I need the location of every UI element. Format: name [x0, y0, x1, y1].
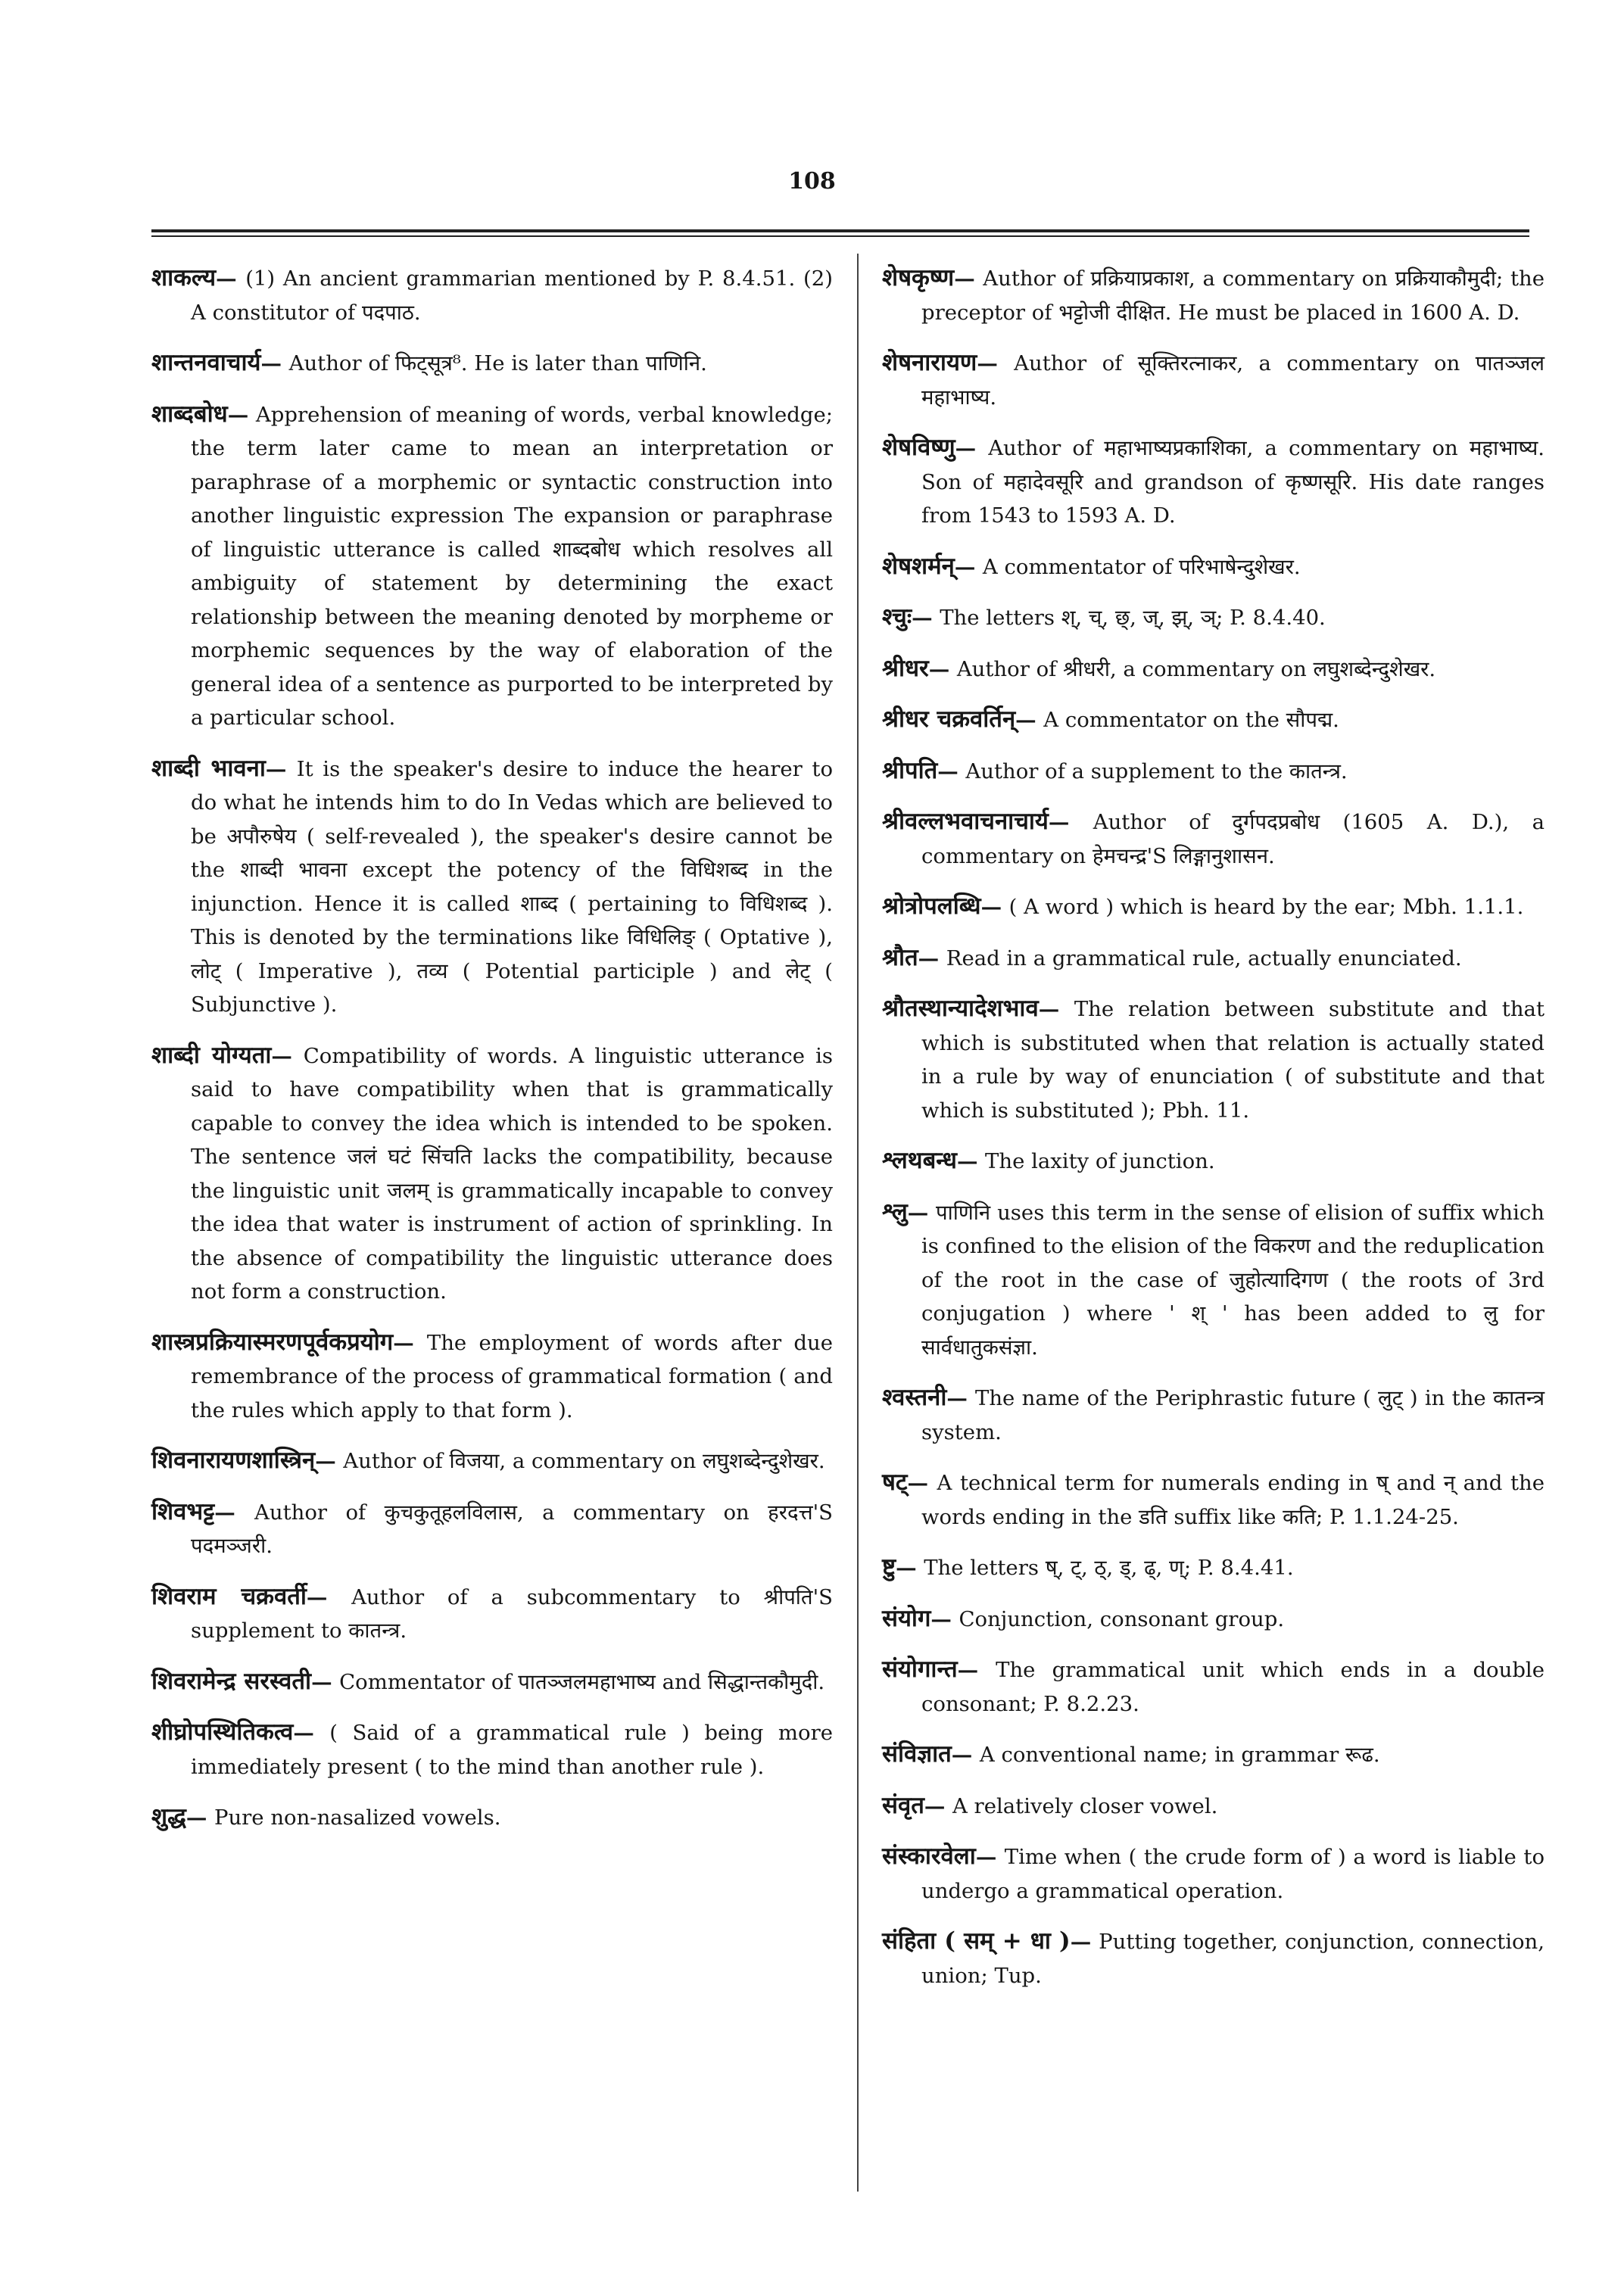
- dictionary-entry: [882, 1550, 1545, 1585]
- right-column: [882, 261, 1545, 2009]
- entry-dash: —: [216, 266, 246, 291]
- dictionary-entry: [151, 1444, 833, 1478]
- entry-definition: Author of a subcommentary to श्रीपति'S supplement to कातन्त्र.: [191, 1584, 834, 1643]
- entry-headword: शेषशर्मन्: [882, 552, 955, 580]
- dictionary-entry: [151, 1039, 833, 1309]
- entry-headword: संविज्ञात: [882, 1740, 952, 1768]
- entry-headword: शास्त्रप्रक्रियास्मरणपूर्वकप्रयोग: [151, 1328, 394, 1356]
- entry-definition: A relatively closer vowel.: [952, 1793, 1218, 1818]
- entry-definition: The name of the Periphrastic future ( लुट् ) in the कातन्त्र system.: [921, 1386, 1545, 1444]
- entry-headword: शिवभट्ट: [151, 1497, 215, 1525]
- entry-dash: —: [1038, 997, 1074, 1021]
- entry-dash: —: [930, 1606, 959, 1631]
- dictionary-entry: [882, 992, 1545, 1127]
- dictionary-entry: [882, 652, 1545, 687]
- entry-definition: The relation between substitute and that which is substituted when that relation is actually stated in a rule by way of enunciation ( of substitute and that which is substituted ); Pbh. 11.: [921, 997, 1545, 1123]
- entry-definition: Author of कुचकुतूहलविलास, a commentary on हरदत्त'S पदमञ्जरी.: [191, 1500, 833, 1558]
- dictionary-entry: [882, 346, 1545, 414]
- entry-headword: श्रीधर: [882, 654, 929, 682]
- entry-dash: —: [260, 351, 289, 375]
- entry-definition: ( Said of a grammatical rule ) being more immediately present ( to the mind than another rule ).: [191, 1721, 833, 1779]
- dictionary-entry: [882, 703, 1545, 737]
- dictionary-entry: [882, 941, 1545, 976]
- dictionary-entry: [151, 1715, 833, 1784]
- entry-definition: The laxity of junction.: [985, 1149, 1215, 1173]
- entry-definition: Putting together, conjunction, connection, union; Tup.: [921, 1930, 1545, 1988]
- entry-headword: श्रीवल्लभवाचनाचार्य: [882, 808, 1049, 835]
- entry-dash: —: [393, 1330, 427, 1355]
- entry-headword: शेषनारायण: [882, 349, 977, 376]
- entry-definition: Author of श्रीधरी, a commentary on लघुशब्देन्दुशेखर.: [956, 656, 1436, 681]
- left-column: [151, 261, 833, 1852]
- entry-headword: शुद्ध: [151, 1803, 186, 1830]
- entry-dash: —: [306, 1584, 352, 1609]
- dictionary-entry: [882, 889, 1545, 924]
- entry-headword: श्रौतस्थान्यादेशभाव: [882, 995, 1039, 1022]
- entry-headword: शीघ्रोपस्थितिकत्व: [151, 1718, 294, 1746]
- entry-dash: —: [946, 1386, 975, 1410]
- entry-headword: संहिता ( सम् + धा ): [882, 1927, 1071, 1955]
- dictionary-entry: [882, 600, 1545, 635]
- entry-dash: —: [1070, 1930, 1099, 1954]
- entry-definition: The employment of words after due remembrance of the process of grammatical formation ( and the rules which apply to that form ).: [191, 1330, 833, 1422]
- entry-dash: —: [214, 1500, 255, 1525]
- entry-definition: Compatibility of words. A linguistic utterance is said to have compatibility when that is grammatically capable to convey the idea which is intended to be spoken. The sentence जलं घटं सिंचति lacks the compatibility, because the linguistic unit जलम् is grammatically incapable to convey the idea that water is instrument of action of sprinkling. In the absence of compatibility the linguistic utterance does not form a construction.: [191, 1043, 833, 1304]
- dictionary-entry: [882, 805, 1545, 873]
- header-rule: [151, 229, 1529, 232]
- entry-dash: —: [928, 656, 957, 681]
- entry-definition: ( A word ) which is heard by the ear; Mbh. 1.1.1.: [1008, 895, 1524, 919]
- entry-headword: शान्तनवाचार्य: [151, 349, 261, 376]
- entry-definition: Conjunction, consonant group.: [959, 1606, 1285, 1631]
- entry-definition: Author of महाभाष्यप्रकाशिका, a commentary on महाभाष्य. Son of महादेवसूरि and grandson of कृष्णसूरि. His date ranges from 1543 to 1593 A. D.: [921, 436, 1545, 528]
- entry-dash: —: [954, 266, 983, 291]
- dictionary-entry: [882, 1602, 1545, 1637]
- dictionary-entry: [882, 431, 1545, 533]
- dictionary-entry: [151, 1326, 833, 1428]
- entry-headword: शाकल्य: [151, 264, 217, 291]
- entry-dash: —: [185, 1805, 214, 1830]
- entry-definition: (1) An ancient grammarian mentioned by P. 8.4.51. (2) A constitutor of पदपाठ.: [191, 266, 833, 325]
- entry-dash: —: [937, 759, 966, 784]
- dictionary-entry: [882, 1789, 1545, 1824]
- dictionary-entry: [151, 752, 833, 1022]
- entry-headword: श्वस्तनी: [882, 1384, 947, 1411]
- entry-definition: It is the speaker's desire to induce the hearer to do what he intends him to do In Vedas which are believed to be अपौरुषेय ( self-revealed ), the speaker's desire cannot be the शाब्दी भावना except the potency of the विधिशब्द in the injunction. Hence it is called शाब्द ( pertaining to विधिशब्द ). This is denoted by the terminations like विधिलिङ् ( Optative ), लोट् ( Imperative ), तव्य ( Potential participle ) and लेट् ( Subjunctive ).: [191, 756, 834, 1017]
- dictionary-entry: [151, 1800, 833, 1835]
- entry-headword: श्रौत: [882, 943, 918, 971]
- dictionary-entry: [882, 1144, 1545, 1179]
- header-rule-thin: [151, 235, 1529, 237]
- entry-headword: श्चुः: [882, 603, 912, 631]
- entry-headword: षट्: [882, 1469, 908, 1496]
- entry-definition: Pure non-nasalized vowels.: [214, 1805, 501, 1830]
- entry-definition: Author of विजया, a commentary on लघुशब्देन्दुशेखर.: [343, 1449, 825, 1473]
- entry-definition: A technical term for numerals ending in ष् and न् and the words ending in the डति suffix like कति; P. 1.1.24-25.: [921, 1471, 1545, 1529]
- entry-headword: शिवरामेन्द्र सरस्वती: [151, 1667, 312, 1695]
- entry-definition: A conventional name; in grammar रूढ.: [979, 1743, 1380, 1767]
- dictionary-entry: [882, 550, 1545, 584]
- entry-definition: Time when ( the crude form of ) a word is liable to undergo a grammatical operation.: [921, 1845, 1545, 1903]
- entry-headword: श्रीपति: [882, 756, 938, 784]
- entry-dash: —: [977, 351, 1015, 375]
- dictionary-entry: [151, 1580, 833, 1648]
- entry-dash: —: [896, 1556, 924, 1580]
- entry-dash: —: [265, 756, 297, 781]
- entry-definition: पाणिनि uses this term in the sense of elision of suffix which is confined to the elision of the विकरण and the reduplication of the root in the case of जुहोत्यादिगण ( the roots of 3rd conjugation ) where ' श् ' has been added to लु for सार्वधातुकसंज्ञा.: [921, 1200, 1545, 1360]
- entry-headword: श्लथबन्ध: [882, 1147, 957, 1174]
- entry-dash: —: [1048, 810, 1093, 834]
- entry-dash: —: [975, 1845, 1005, 1869]
- entry-headword: शिवराम चक्रवर्ती: [151, 1582, 307, 1610]
- entry-headword: श्लु: [882, 1198, 908, 1226]
- entry-headword: श्रीधर चक्रवर्तिन्: [882, 706, 1016, 733]
- entry-headword: संवृत: [882, 1791, 924, 1819]
- entry-definition: Author of a supplement to the कातन्त्र.: [965, 759, 1348, 784]
- entry-definition: Commentator of पातञ्जलमहाभाष्य and सिद्धान्तकौमुदी.: [339, 1669, 825, 1694]
- entry-dash: —: [271, 1043, 304, 1068]
- entry-definition: The letters श्, च्, छ्, ज्, झ्, ञ्; P. 8.4.40.: [940, 606, 1326, 630]
- dictionary-entry: [882, 754, 1545, 789]
- entry-dash: —: [980, 895, 1009, 919]
- entry-dash: —: [907, 1471, 937, 1495]
- entry-dash: —: [918, 946, 946, 970]
- dictionary-entry: [882, 1466, 1545, 1534]
- entry-headword: ष्टु: [882, 1553, 896, 1581]
- entry-dash: —: [311, 1669, 340, 1694]
- dictionary-entry: [882, 1653, 1545, 1721]
- dictionary-entry: [151, 397, 833, 735]
- dictionary-entry: [882, 261, 1545, 329]
- entry-dash: —: [315, 1449, 344, 1473]
- entry-dash: —: [956, 1149, 986, 1173]
- entry-headword: संयोग: [882, 1604, 931, 1632]
- dictionary-entry: [882, 1381, 1545, 1449]
- entry-headword: शाब्दी योग्यता: [151, 1041, 272, 1069]
- dictionary-entry: [151, 1665, 833, 1699]
- entry-definition: A commentator on the सौपद्म.: [1043, 708, 1339, 732]
- entry-definition: Author of प्रक्रियाप्रकाश, a commentary on प्रक्रियाकौमुदी; the preceptor of भट्टोजी दीक्षित. He must be placed in 1600 A. D.: [921, 266, 1545, 325]
- entry-dash: —: [951, 1743, 980, 1767]
- entry-definition: Apprehension of meaning of words, verbal knowledge; the term later came to mean an interpretation or paraphrase of a morphemic or syntactic construction into another linguistic expression The expansion or paraphrase of linguistic utterance is called शाब्दबोध which resolves all ambiguity of statement by determining the exact relationship between the meaning denoted by morpheme or morphemic sequences by the way of elaboration of the general idea of a sentence as purported to be interpreted by a particular school.: [191, 402, 833, 730]
- page-number: 108: [788, 168, 836, 195]
- entry-definition: Read in a grammatical rule, actually enunciated.: [946, 946, 1462, 970]
- entry-definition: The letters ष्, ट्, ठ्, ड्, ढ्, ण्; P. 8.4.41.: [924, 1556, 1294, 1580]
- entry-headword: शेषकृष्ण: [882, 264, 955, 291]
- entry-headword: शाब्दी भावना: [151, 754, 266, 782]
- dictionary-entry: [151, 261, 833, 329]
- entry-dash: —: [1015, 708, 1044, 732]
- entry-dash: —: [912, 606, 940, 630]
- entry-definition: Author of सूक्तिरत्नाकर, a commentary on पातञ्जल महाभाष्य.: [921, 351, 1545, 410]
- entry-dash: —: [957, 1658, 996, 1682]
- entry-dash: —: [293, 1721, 330, 1745]
- column-divider: [857, 254, 859, 2192]
- dictionary-entry: [882, 1195, 1545, 1365]
- dictionary-entry: [882, 1924, 1545, 1992]
- entry-headword: संस्कारवेला: [882, 1843, 976, 1870]
- dictionary-entry: [882, 1840, 1545, 1908]
- entry-definition: Author of दुर्गपदप्रबोध (1605 A. D.), a commentary on हेमचन्द्र'S लिङ्गानुशासन.: [921, 810, 1545, 868]
- entry-definition: The grammatical unit which ends in a double consonant; P. 8.2.23.: [921, 1658, 1545, 1716]
- entry-dash: —: [907, 1200, 937, 1225]
- dictionary-entry: [151, 346, 833, 381]
- dictionary-entry: [151, 1495, 833, 1563]
- entry-headword: शिवनारायणशास्त्रिन्: [151, 1447, 316, 1474]
- entry-headword: संयोगान्त: [882, 1656, 958, 1683]
- entry-definition: A commentator of परिभाषेन्दुशेखर.: [982, 554, 1301, 579]
- entry-dash: —: [955, 436, 989, 460]
- entry-headword: शेषविष्णु: [882, 434, 955, 461]
- dictionary-entry: [882, 1737, 1545, 1772]
- entry-dash: —: [227, 402, 256, 427]
- entry-headword: श्रोत्रोपलब्धि: [882, 893, 981, 920]
- entry-dash: —: [924, 1793, 952, 1818]
- entry-headword: शाब्दबोध: [151, 400, 228, 428]
- entry-definition: Author of फिट्सूत्र⁸. He is later than पाणिनि.: [288, 351, 707, 375]
- entry-dash: —: [954, 554, 983, 579]
